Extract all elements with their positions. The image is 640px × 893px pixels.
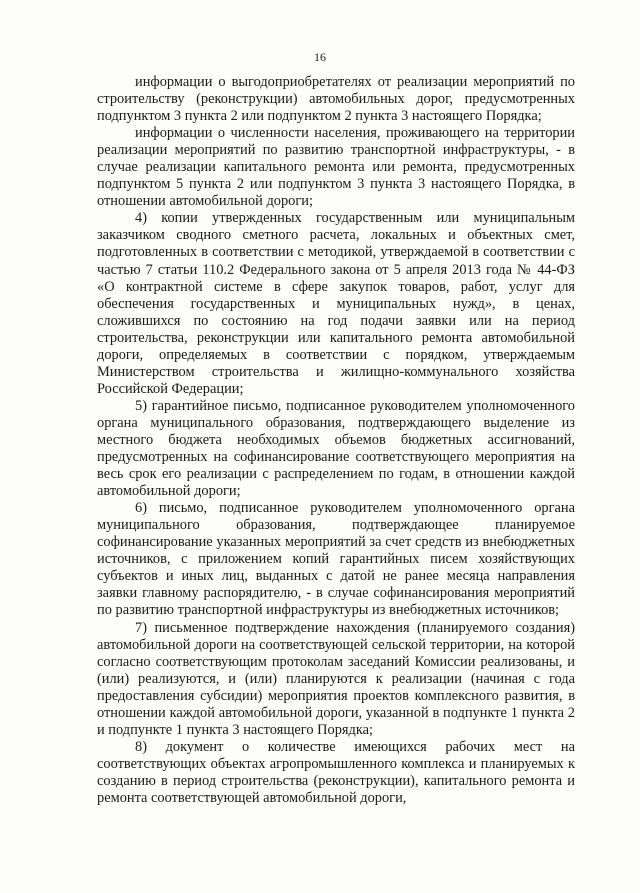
page-number: 16	[314, 50, 326, 64]
document-body	[97, 74, 575, 807]
paragraph-item-8-jobs-document: 8) документ о количестве имеющихся рабочих мест на соответствующих объектах агропромышленного комплекса и планируемых к созданию в период строительства (реконструкции), капитального ремонта и ремонта соответствующей автомобильной дороги,	[97, 738, 575, 806]
paragraph-item-7-confirmation: 7) письменное подтверждение нахождения (планируемого создания) автомобильной дороги на соответствующей сельской территории, на которой согласно соответствующим протоколам заседаний Комиссии реализованы, и (или) реализуются, и (или) планируются к реализации (начиная с года предоставления субсидии) мероприятия проектов комплексного развития, в отношении каждой автомобильной дороги, указанной в подпункте 1 пункта 2 и подпункте 1 пункта 3 настоящего Порядка;	[97, 619, 575, 738]
paragraph-beneficiaries-info: информации о выгодоприобретателях от реализации мероприятий по строительству (реконструкции) автомобильных дорог, предусмотренных подпунктом 3 пункта 2 или подпунктом 2 пункта 3 настоящего Порядка;	[97, 74, 575, 125]
paragraph-item-5-guarantee-letter: 5) гарантийное письмо, подписанное руководителем уполномоченного органа муниципального образования, подтверждающего выделение из местного бюджета необходимых объемов бюджетных ассигнований, предусмотренных на софинансирование соответствующего мероприятия на весь срок его реализации с распределением по годам, в отношении каждой автомобильной дороги;	[97, 397, 575, 500]
paragraph-item-6-cofinancing-letter: 6) письмо, подписанное руководителем уполномоченного органа муниципального образования, подтверждающее планируемое софинансирование указанных мероприятий за счет средств из внебюджетных источников, с приложением копий гарантийных писем хозяйствующих субъектов и иных лиц, выданных с датой не ранее месяца направления заявки главному распорядителю, - в случае софинансирования мероприятий по развитию транспортной инфраструктуры из внебюджетных источников;	[97, 500, 575, 619]
paragraph-population-info: информации о численности населения, проживающего на территории реализации мероприятий по развитию транспортной инфраструктуры, - в случае реализации капитального ремонта или ремонта, предусмотренных подпунктом 5 пункта 2 или подпунктом 3 пункта 3 настоящего Порядка, в отношении автомобильной дороги;	[97, 125, 575, 210]
paragraph-item-4-estimates: 4) копии утвержденных государственным или муниципальным заказчиком сводного сметного расчета, локальных и объектных смет, подготовленных в соответствии с методикой, утверждаемой в соответствии с частью 7 статьи 110.2 Федерального закона от 5 апреля 2013 года № 44-ФЗ «О контрактной системе в сфере закупок товаров, работ, услуг для обеспечения государственных и муниципальных нужд», в ценах, сложившихся по состоянию на год подачи заявки или на период строительства, реконструкции или капитального ремонта автомобильной дороги, определяемых в соответствии с порядком, утверждаемым Министерством строительства и жилищно-коммунального хозяйства Российской Федерации;	[97, 210, 575, 397]
